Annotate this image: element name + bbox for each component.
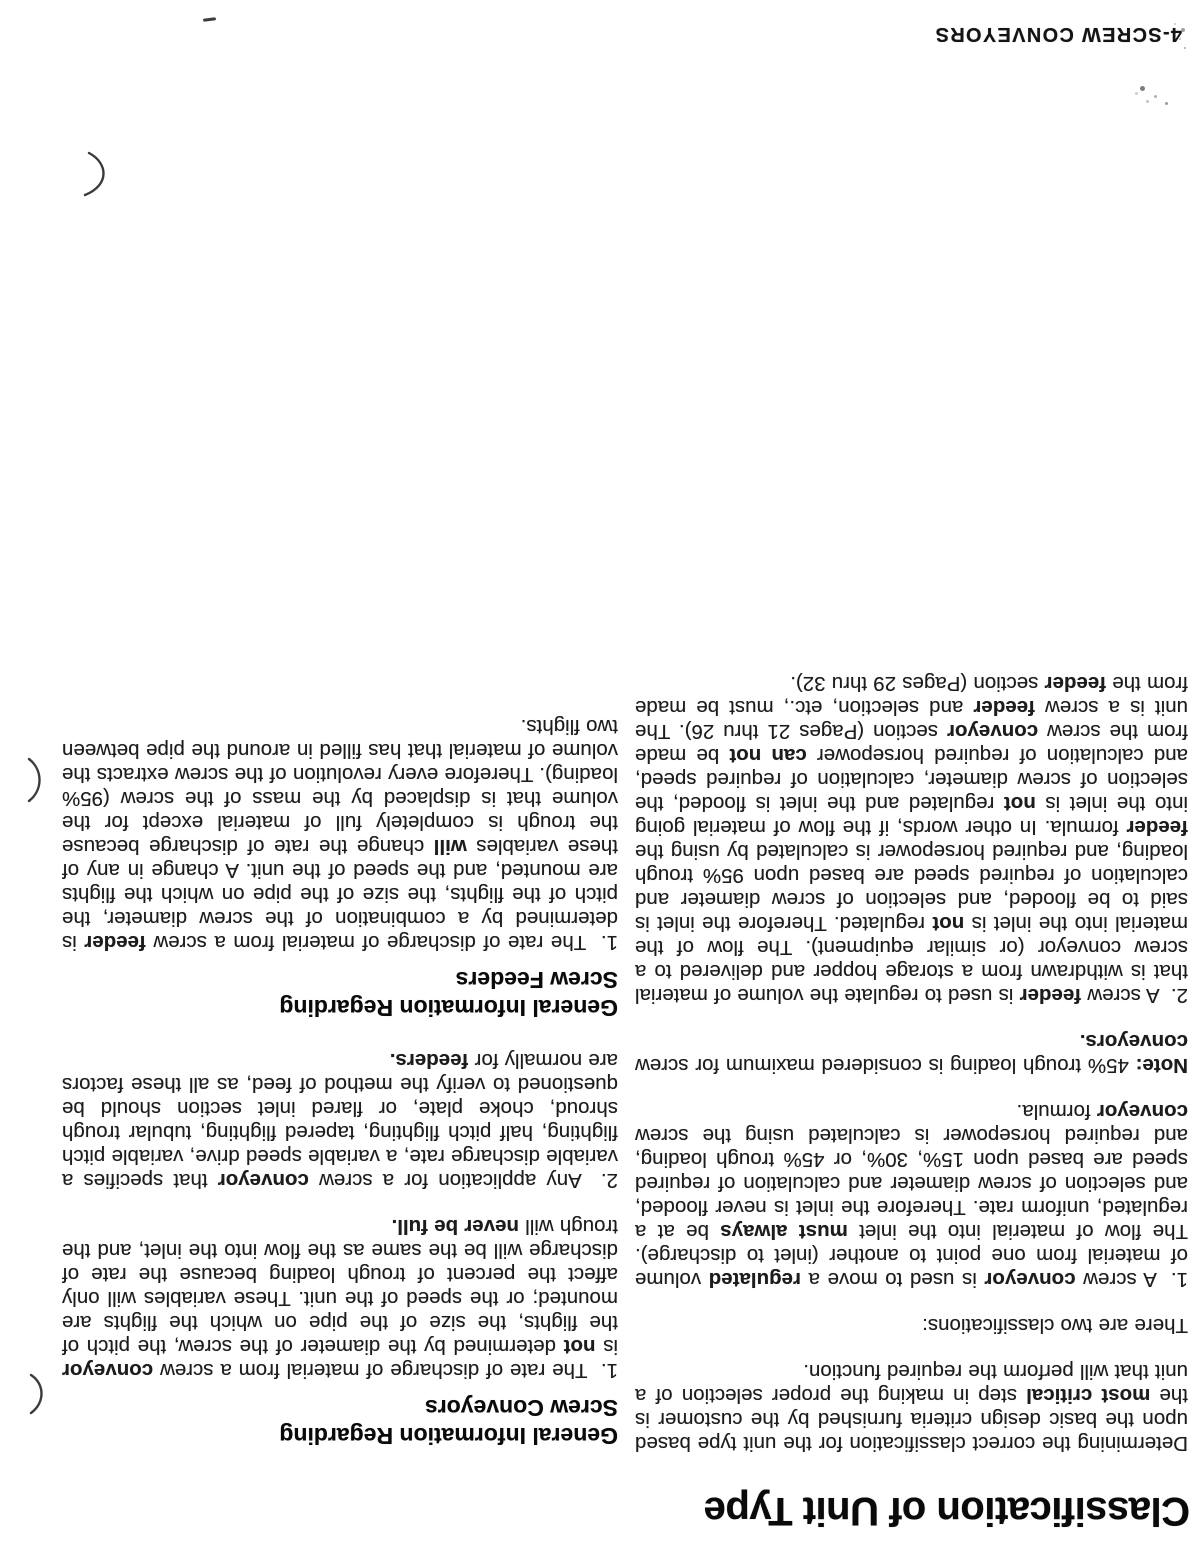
scan-paren-mark: [28, 1368, 48, 1415]
heading-line: General Information Regarding: [279, 1423, 618, 1449]
scan-noise-dash: [203, 17, 216, 22]
page-number-label: 4-SCREW CONVEYORS: [934, 23, 1182, 45]
scan-paren-mark: [82, 146, 116, 197]
classification-item-1-conveyor: 1. A screw conveyor is used to move a regulated volume of material from one point to another (inlet to discharge). The flow of material into the inlet must always be at a regulated, uniform rate. Therefore the inlet is never flooded, and selection of screw diameter and calculation of required speed are based upon 15%, 30%, or 45% trough loading, and required horsepower is calculated using the screw conveyor formula.: [635, 1100, 1188, 1291]
two-column-layout: [62, 671, 1188, 1455]
section-heading-screw-feeders: [62, 966, 618, 1022]
conveyor-info-item-1: 1. The rate of discharge of material from a screw conveyor is not determined by the diameter of the screw, the pitch of the flights, the size of the pipe on which the flights are mounted; or the speed of the unit. These variables will only affect the percent of trough loading because the rate of discharge will be the same as the flow into the inlet, and the trough will never be full.: [62, 1215, 618, 1382]
page-title: Classification of Unit Type: [704, 1489, 1190, 1533]
heading-line: Screw Feeders: [455, 967, 618, 993]
heading-line: General Information Regarding: [279, 995, 618, 1021]
scan-noise-specks: [1165, 102, 1168, 105]
conveyor-info-item-2: 2. Any application for a screw conveyor that specifies a variable discharge rate, a variable speed drive, variable pitch flighting, half pitch flighting, tapered flighting, tubular trough shroud, choke plate, or flared inlet section should be questioned to verify the method of feed, as all these factors are normally for feeders.: [62, 1049, 618, 1192]
scan-noise-specks: [1184, 47, 1186, 49]
scan-paren-mark: [26, 752, 46, 803]
column-right: [62, 714, 618, 1455]
classification-item-2-feeder: 2. A screw feeder is used to regulate the volume of material that is withdrawn from a storage hopper and delivered to a screw conveyor (or similar equipment). The flow of the material into the inlet is not regulated. Therefore the inlet is said to be flooded, and selection of screw diameter and calculation of required speed are based upon 95% trough loading, and required horsepower is calculated by using the feeder formula. In other words, if the flow of material going into the inlet is not regulated and the inlet is flooded, the selection of screw diameter, calculation of required speed, and calculation of required horsepower can not be made from the screw conveyor section (Pages 21 thru 26). The unit is a screw feeder and selection, etc., must be made from the feeder section (Pages 29 thru 32).: [635, 672, 1188, 1007]
section-heading-screw-conveyors: [62, 1394, 618, 1450]
classifications-lead-paragraph: There are two classifications:: [922, 1314, 1188, 1337]
column-left: [635, 671, 1188, 1455]
feeder-info-item-1: 1. The rate of discharge of material from a screw feeder is determined by a combination of the screw diameter, the pitch of the flights, the size of the pipe on which the flights are mounted, and the speed of the unit. A change in any of these variables will change the rate of discharge because the trough is completely full of material except for the volume that is displaced by the mass of the screw (95% loading). Therefore every revolution of the screw extracts the volume of material that has filled in around the pipe between two flights.: [61, 715, 618, 954]
note-paragraph: Note: 45% trough loading is considered maximum for screw conveyors.: [635, 1030, 1188, 1077]
heading-line: Screw Conveyors: [424, 1395, 618, 1421]
intro-paragraph: Determining the correct classification for the unit type based upon the basic design criteria furnished by the customer is the most critical step in making the proper selection of a unit that will perform the required function.: [635, 1360, 1188, 1455]
